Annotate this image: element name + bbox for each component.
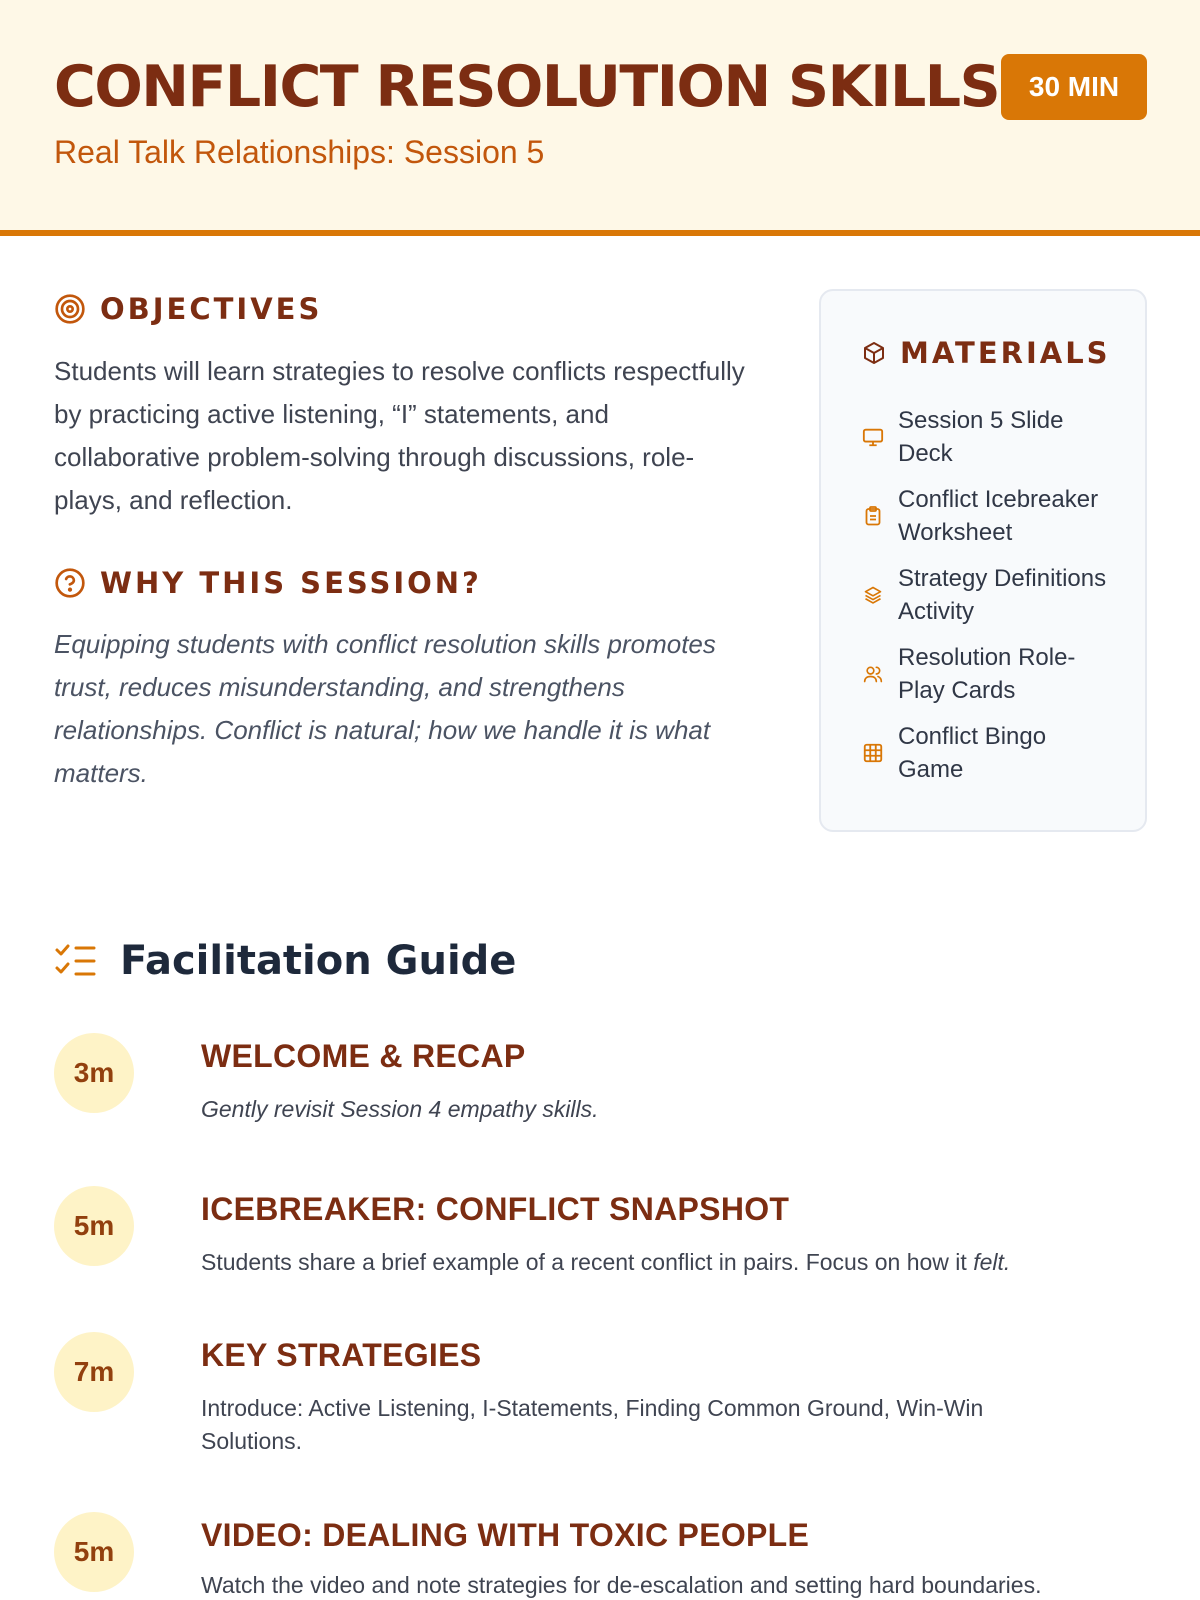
step-description: Watch the video and note strategies for de-escalation and setting hard boundaries. (201, 1572, 1042, 1598)
objectives-heading-label: OBJECTIVES (100, 292, 323, 326)
materials-panel (819, 289, 1147, 832)
grid-icon (862, 742, 884, 764)
list-item (862, 641, 1112, 707)
page-title: CONFLICT RESOLUTION SKILLS (54, 54, 1000, 120)
page-header (0, 0, 1200, 236)
material-label: Conflict Bingo Game (898, 723, 1047, 783)
step-description (201, 1246, 1081, 1279)
objectives-text: Students will learn strategies to resolve conflicts respectfully by practicing active listening, “I” statements, and collaborative problem-solving through discussions, role-plays, and reflection. (54, 356, 745, 515)
target-icon (54, 293, 86, 325)
layers-icon (862, 584, 884, 606)
step-time-badge: 5m (54, 1512, 134, 1592)
why-heading-label: WHY THIS SESSION? (100, 566, 482, 600)
step-description: Gently revisit Session 4 empathy skills. (201, 1096, 599, 1122)
step-description-emphasis: felt. (973, 1249, 1011, 1275)
why-heading (54, 566, 482, 600)
step-title: VIDEO: DEALING WITH TOXIC PEOPLE (201, 1517, 810, 1553)
list-item (862, 404, 1112, 470)
objectives-heading (54, 292, 322, 326)
step-title: WELCOME & RECAP (201, 1038, 526, 1074)
why-text: Equipping students with conflict resolution skills promotes trust, reduces misunderstanding, and strengthens relationships. Conflict is natural; how we handle it is what matters. (54, 629, 716, 788)
step-description: Introduce: Active Listening, I-Statements, Finding Common Ground, Win-Win Solutions. (201, 1395, 984, 1454)
step-description-text: Students share a brief example of a recent conflict in pairs. Focus on how it (201, 1249, 974, 1275)
material-label: Session 5 Slide Deck (898, 407, 1064, 467)
facilitation-guide-heading (54, 938, 516, 984)
step-title: KEY STRATEGIES (201, 1337, 482, 1373)
facilitation-guide-title: Facilitation Guide (120, 938, 517, 984)
duration-badge: 30 MIN (1001, 54, 1147, 120)
material-label: Strategy Definitions Activity (898, 565, 1107, 625)
users-icon (862, 663, 884, 685)
materials-heading-label: MATERIALS (900, 336, 1111, 370)
step-time-badge: 5m (54, 1186, 134, 1266)
materials-list (862, 404, 1112, 799)
step-time-badge: 3m (54, 1033, 134, 1113)
package-icon (862, 341, 886, 365)
list-checks-icon (54, 943, 96, 979)
help-circle-icon (54, 567, 86, 599)
step-title: ICEBREAKER: CONFLICT SNAPSHOT (201, 1191, 790, 1227)
list-item (862, 720, 1112, 786)
step-time-badge: 7m (54, 1332, 134, 1412)
material-label: Conflict Icebreaker Worksheet (898, 486, 1099, 546)
materials-heading (862, 336, 1111, 370)
clipboard-icon (862, 505, 884, 527)
list-item (862, 562, 1112, 628)
monitor-icon (862, 426, 884, 448)
list-item (862, 483, 1112, 549)
material-label: Resolution Role-Play Cards (898, 644, 1076, 704)
page-subtitle: Real Talk Relationships: Session 5 (54, 134, 545, 170)
